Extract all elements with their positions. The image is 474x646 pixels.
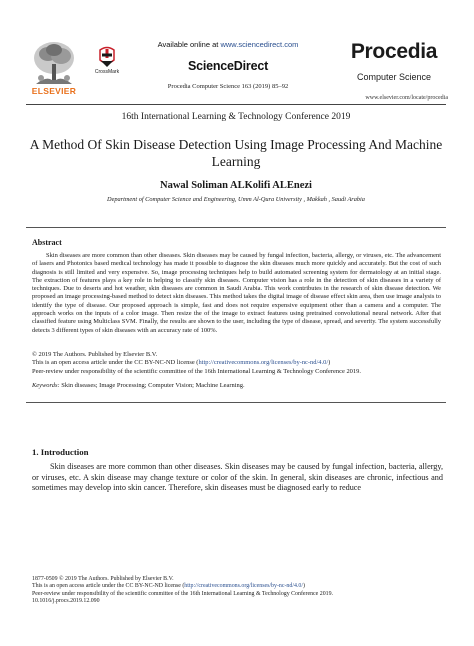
peer-review-line: Peer-review under responsibility of the scientific committee of the 16th International Learning & Technology Conference 2019. bbox=[32, 367, 361, 375]
elsevier-tree-logo bbox=[30, 38, 78, 88]
footnote-peer-review: Peer-review under responsibility of the scientific committee of the 16th International Learning & Technology Conference 2019. bbox=[32, 590, 333, 597]
author-name: Nawal Soliman ALKolifi ALEnezi bbox=[160, 180, 312, 191]
introduction-text: Skin diseases are more common than other diseases. Skin diseases may be caused by fungal infection, bacteria, allergy, or viruses, etc. A skin disease may change texture or color of the skin. In general, skin diseases are chronic, infectious and sometimes may develop into skin cancer. Therefore, skin diseases must be diagnosed early to reduce bbox=[32, 462, 443, 492]
issn-line: 1877-0509 © 2019 The Authors. Published by Elsevier B.V. bbox=[32, 576, 174, 582]
abstract-heading: Abstract bbox=[32, 238, 62, 247]
footnote-license-url-link[interactable]: http://creativecommons.org/licenses/by-nc-nd/4.0/ bbox=[184, 583, 303, 590]
doi-link[interactable]: 10.1016/j.procs.2019.12.090 bbox=[32, 598, 100, 605]
license-prefix: This is an open access article under the CC BY-NC-ND license ( bbox=[32, 359, 199, 367]
header-divider bbox=[26, 104, 446, 105]
journal-reference: Procedia Computer Science 163 (2019) 85–92 bbox=[167, 83, 289, 90]
keywords-list: Skin diseases; Image Processing; Computer Vision; Machine Learning. bbox=[59, 382, 245, 389]
footnote-license-line bbox=[32, 583, 446, 590]
sciencedirect-url-link[interactable]: www.sciencedirect.com bbox=[220, 40, 299, 49]
abstract-text: Skin diseases are more common than other diseases. Skin diseases may be caused by fungal infection, bacteria, allergy, or viruses, etc. The advancement of lasers and Photonics based medical technology has made it possible to diagnose the skin diseases much more quickly and accurately. But the cost of such diagnosis is still limited and very expensive. So, image processing techniques help to build automated screening system for dermatology at an initial stage. The extraction of features plays a key role in helping to classify skin diseases. Computer vision has a role in the detection of skin diseases in a variety of techniques. Due to deserts and hot weather, skin diseases are common in Saudi Arabia. This work contributes in the research of skin disease detection. We proposed an image processing-based method to detect skin diseases. This method takes the digital image of disease effect skin area, then use image analysis to identify the type of disease. Our proposed approach is simple, fast and does not require expensive equipment other than a camera and a computer. The approach works on the inputs of a color image. Then resize the of the image to extract features using pretrained convolutional neural network. After that classified feature using Multiclass SVM. Finally, the results are shown to the user, including the type of disease, spread, and severity. The system successfully detects 3 different types of skin diseases with an accuracy rate of 100%. bbox=[32, 252, 441, 334]
crossmark-icon[interactable] bbox=[98, 46, 116, 68]
footnote-block bbox=[32, 576, 446, 606]
journal-url-link[interactable]: www.elsevier.com/locate/procedia bbox=[365, 95, 448, 101]
available-prefix: Available online at bbox=[157, 40, 221, 49]
copyright-line: © 2019 The Authors. Published by Elsevier B.V. bbox=[32, 351, 158, 358]
paper-title: A Method Of Skin Disease Detection Using Image Processing And Machine Learning bbox=[29, 137, 443, 169]
keywords-line bbox=[32, 382, 441, 389]
license-line bbox=[32, 359, 441, 367]
crossmark-label: CrossMark bbox=[94, 69, 120, 75]
sciencedirect-wordmark: ScienceDirect bbox=[187, 59, 269, 73]
elsevier-wordmark: ELSEVIER bbox=[31, 86, 77, 96]
license-url-link[interactable]: http://creativecommons.org/licenses/by-nc-nd/4.0/ bbox=[198, 359, 329, 367]
abstract-bottom-divider bbox=[26, 402, 446, 403]
conference-name: 16th International Learning & Technology Conference 2019 bbox=[121, 112, 351, 122]
author-affiliation: Department of Computer Science and Engineering, Umm Al-Qura University , Makkah , Saudi Arabia bbox=[107, 196, 365, 203]
introduction-heading: 1. Introduction bbox=[32, 447, 89, 457]
abstract-copyright-block bbox=[32, 351, 441, 376]
license-suffix: ) bbox=[328, 359, 331, 367]
footnote-license-prefix: This is an open access article under the CC BY-NC-ND license ( bbox=[32, 583, 185, 590]
procedia-title: Procedia bbox=[350, 40, 438, 63]
available-online-line bbox=[128, 40, 328, 49]
footnote-license-suffix: ) bbox=[302, 583, 305, 590]
abstract-top-divider bbox=[26, 227, 446, 228]
keywords-label: Keywords: bbox=[32, 382, 60, 389]
procedia-subtitle: Computer Science bbox=[356, 72, 432, 82]
